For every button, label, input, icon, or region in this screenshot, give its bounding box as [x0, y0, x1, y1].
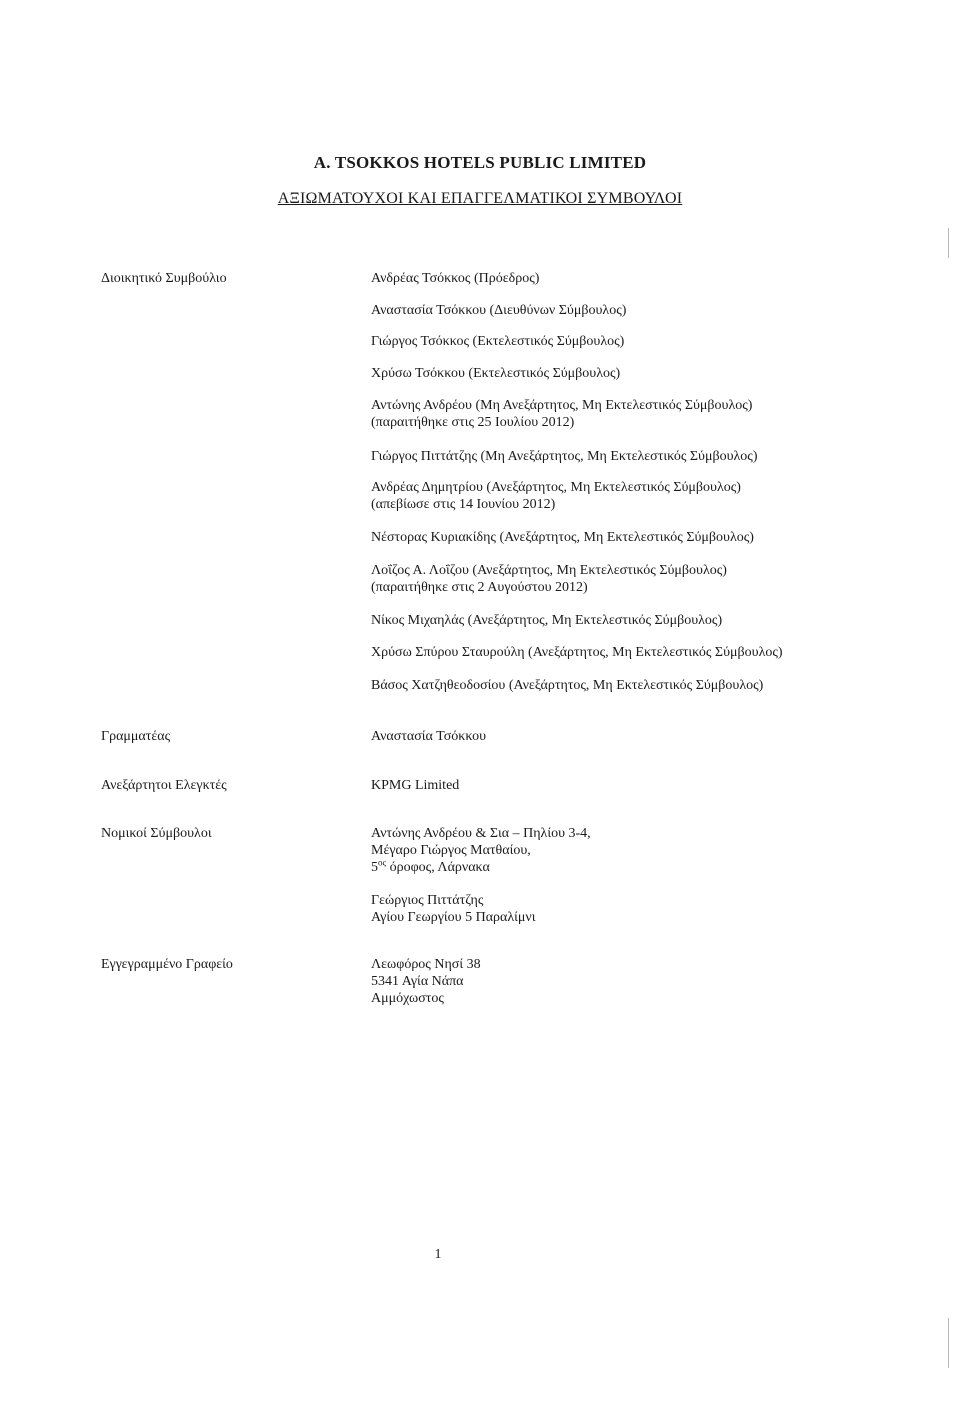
board-member: Αναστασία Τσόκκου (Διευθύνων Σύμβουλος) [371, 303, 627, 318]
board-member: Ανδρέας Δημητρίου (Ανεξάρτητος, Μη Εκτελεστικός Σύμβουλος) (απεβίωσε στις 14 Ιουνίου 2012) [371, 480, 741, 512]
auditors-value: KPMG Limited [371, 778, 460, 793]
scan-artifact [948, 1318, 949, 1368]
company-title: A. TSOKKOS HOTELS PUBLIC LIMITED [313, 153, 647, 172]
page-number: 1 [434, 1247, 442, 1262]
board-member: Χρύσω Σπύρου Σταυρούλη (Ανεξάρτητος, Μη Εκτελεστικός Σύμβουλος) [371, 645, 783, 660]
board-member: Λοΐζος Α. Λοΐζου (Ανεξάρτητος, Μη Εκτελεστικός Σύμβουλος) (παραιτήθηκε στις 2 Αυγούστου 2012) [371, 563, 727, 595]
board-member: Βάσος Χατζηθεοδοσίου (Ανεξάρτητος, Μη Εκτελεστικός Σύμβουλος) [371, 678, 764, 693]
board-label: Διοικητικό Συμβούλιο [101, 271, 227, 286]
member-note: (παραιτήθηκε στις 2 Αυγούστου 2012) [371, 580, 588, 595]
board-member: Ανδρέας Τσόκκος (Πρόεδρος) [371, 271, 540, 286]
board-member: Γιώργος Πιττάτζης (Μη Ανεξάρτητος, Μη Εκτελεστικός Σύμβουλος) [371, 449, 758, 464]
board-member: Νέστορας Κυριακίδης (Ανεξάρτητος, Μη Εκτελεστικός Σύμβουλος) [371, 530, 754, 545]
registered-office-address: Λεωφόρος Νησί 38 5341 Αγία Νάπα Αμμόχωστος [371, 957, 481, 1006]
auditors-label: Ανεξάρτητοι Ελεγκτές [101, 778, 227, 793]
legal-advisor-address: Γεώργιος Πιττάτζης Αγίου Γεωργίου 5 Παραλίμνι [371, 893, 536, 925]
registered-office-label: Εγγεγραμμένο Γραφείο [101, 957, 233, 972]
legal-advisor-address: Αντώνης Ανδρέου & Σια – Πηλίου 3-4, Μέγαρο Γιώργος Ματθαίου, $5^{o\varsigma}$ όροφος, Λάρνακα [371, 826, 591, 875]
section-heading: ΑΞΙΩΜΑΤΟΥΧΟΙ ΚΑΙ ΕΠΑΓΓΕΛΜΑΤΙΚΟΙ ΣΥΜΒΟΥΛΟΙ [277, 190, 683, 207]
member-note: (παραιτήθηκε στις 25 Ιουλίου 2012) [371, 415, 575, 430]
scan-artifact [948, 228, 949, 258]
secretary-value: Αναστασία Τσόκκου [371, 729, 487, 744]
board-member: Αντώνης Ανδρέου (Μη Ανεξάρτητος, Μη Εκτελεστικός Σύμβουλος) (παραιτήθηκε στις 25 Ιουλίου 2012) [371, 398, 753, 430]
member-note: (απεβίωσε στις 14 Ιουνίου 2012) [371, 497, 556, 512]
board-member: Γιώργος Τσόκκος (Εκτελεστικός Σύμβουλος) [371, 334, 625, 349]
legal-advisors-label: Νομικοί Σύμβουλοι [101, 826, 212, 841]
secretary-label: Γραμματέας [101, 729, 171, 744]
board-member: Νίκος Μιχαηλάς (Ανεξάρτητος, Μη Εκτελεστικός Σύμβουλος) [371, 613, 723, 628]
board-member: Χρύσω Τσόκκου (Εκτελεστικός Σύμβουλος) [371, 366, 621, 381]
